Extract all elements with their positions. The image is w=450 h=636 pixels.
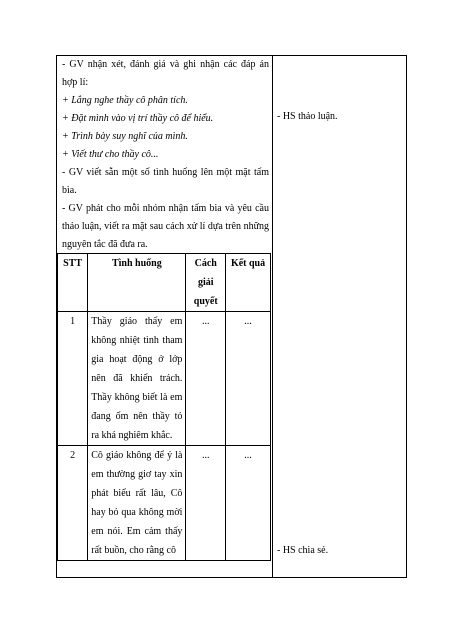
student-share: - HS chia sẻ.	[277, 545, 329, 556]
student-discuss: - HS thảo luận.	[277, 111, 338, 122]
activity-line: + Viết thư cho thầy cô...	[62, 149, 159, 160]
row-result: ...	[226, 446, 271, 561]
row-stt: 1	[58, 312, 88, 446]
activity-line: + Trình bày suy nghĩ của mình.	[62, 131, 188, 142]
row-situation: Thầy giáo thấy em không nhiệt tình tham gia hoạt động ở lớp nên đã khiển trách. Thầy không biết là em đang ốm nên thầy tỏ ra khá nghiêm khắc.	[88, 312, 186, 446]
header-stt: STT	[58, 254, 88, 312]
column-divider	[272, 56, 273, 577]
situation-table	[57, 253, 271, 561]
activity-table	[56, 55, 407, 578]
row-solution: ...	[186, 312, 226, 446]
header-result: Kết quả	[226, 254, 271, 312]
content-clip	[57, 56, 406, 577]
header-situation: Tình huống	[88, 254, 186, 312]
activity-line: + Lắng nghe thầy cô phân tích.	[62, 95, 188, 106]
header-solution: Cách giải quyết	[186, 254, 226, 312]
row-situation: Cô giáo không để ý là em thường giơ tay xin phát biểu rất lâu, Cô hay bỏ qua không mời em nói. Em cảm thấy rất buồn, cho rằng cô	[88, 446, 186, 561]
activity-line: - GV nhận xét, đánh giá và ghi nhận các đáp án hợp lí:	[62, 59, 269, 88]
activity-line: - GV phát cho mỗi nhóm nhận tấm bia và yêu cầu thảo luận, viết ra mặt sau cách xử lí dựa trên những nguyên tắc đã đưa ra.	[62, 203, 269, 250]
table-row	[58, 312, 271, 446]
table-row	[58, 446, 271, 561]
activity-line: + Đặt mình vào vị trí thầy cô để hiểu.	[62, 113, 214, 124]
row-stt: 2	[58, 446, 88, 561]
row-result: ...	[226, 312, 271, 446]
row-solution: ...	[186, 446, 226, 561]
teacher-activity-column	[62, 56, 269, 254]
activity-line: - GV viết sẵn một số tình huống lên một mặt tấm bìa.	[62, 167, 269, 196]
table-header-row	[58, 254, 271, 312]
